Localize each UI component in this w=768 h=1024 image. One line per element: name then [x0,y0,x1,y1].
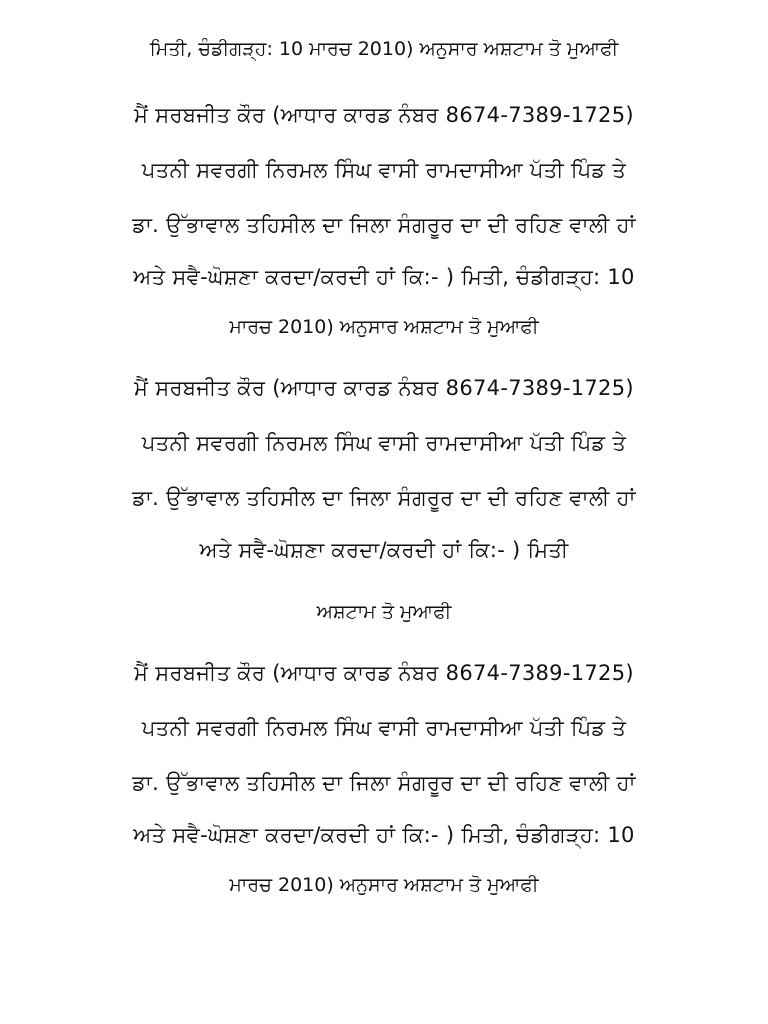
text-line: ਮਿਤੀ, ਚੰਡੀਗੜ੍ਹ: 10 ਮਾਰਚ 2010) ਅਨੁਸਾਰ ਅਸ਼ਟਾਮ ਤੋ ਮੁਆਫੀ [149,38,619,60]
text-line: ਡਾ. ਉੱਭਾਵਾਲ ਤਹਿਸੀਲ ਦਾ ਜਿਲਾ ਸੰਗਰੂਰ ਦਾ ਦੀ ਰਹਿਣ ਵਾਲੀ ਹਾਂ [132,213,636,237]
text-line: ਮੈਂ ਸਰਬਜੀਤ ਕੌਰ (ਆਧਾਰ ਕਾਰਡ ਨੰਬਰ 8674-7389-1725) [134,661,634,685]
text-line: ਮੈਂ ਸਰਬਜੀਤ ਕੌਰ (ਆਧਾਰ ਕਾਰਡ ਨੰਬਰ 8674-7389-1725) [134,376,634,400]
text-line: ਮੈਂ ਸਰਬਜੀਤ ਕੌਰ (ਆਧਾਰ ਕਾਰਡ ਨੰਬਰ 8674-7389-1725) [134,103,634,127]
text-line: ਅਤੇ ਸਵੈ-ਘੋਸ਼ਣਾ ਕਰਦਾ/ਕਰਦੀ ਹਾਂ ਕਿ:- ) ਮਿਤੀ, ਚੰਡੀਗੜ੍ਹ: 10 [133,265,635,289]
text-line: ਪਤਨੀ ਸਵਰਗੀ ਨਿਰਮਲ ਸਿੰਘ ਵਾਸੀ ਰਾਮਦਾਸੀਆ ਪੱਤੀ ਪਿੰਡ ਤੇ [141,158,627,182]
text-line: ਪਤਨੀ ਸਵਰਗੀ ਨਿਰਮਲ ਸਿੰਘ ਵਾਸੀ ਰਾਮਦਾਸੀਆ ਪੱਤੀ ਪਿੰਡ ਤੇ [141,716,627,740]
text-line: ਅਤੇ ਸਵੈ-ਘੋਸ਼ਣਾ ਕਰਦਾ/ਕਰਦੀ ਹਾਂ ਕਿ:- ) ਮਿਤੀ [199,538,569,562]
text-line: ਅਸ਼ਟਾਮ ਤੋ ਮੁਆਫੀ [316,601,452,623]
text-line: ਮਾਰਚ 2010) ਅਨੁਸਾਰ ਅਸ਼ਟਾਮ ਤੋ ਮੁਆਫੀ [229,316,539,338]
text-line: ਡਾ. ਉੱਭਾਵਾਲ ਤਹਿਸੀਲ ਦਾ ਜਿਲਾ ਸੰਗਰੂਰ ਦਾ ਦੀ ਰਹਿਣ ਵਾਲੀ ਹਾਂ [132,486,636,510]
text-line: ਅਤੇ ਸਵੈ-ਘੋਸ਼ਣਾ ਕਰਦਾ/ਕਰਦੀ ਹਾਂ ਕਿ:- ) ਮਿਤੀ, ਚੰਡੀਗੜ੍ਹ: 10 [133,823,635,847]
text-line: ਪਤਨੀ ਸਵਰਗੀ ਨਿਰਮਲ ਸਿੰਘ ਵਾਸੀ ਰਾਮਦਾਸੀਆ ਪੱਤੀ ਪਿੰਡ ਤੇ [141,431,627,455]
text-line: ਡਾ. ਉੱਭਾਵਾਲ ਤਹਿਸੀਲ ਦਾ ਜਿਲਾ ਸੰਗਰੂਰ ਦਾ ਦੀ ਰਹਿਣ ਵਾਲੀ ਹਾਂ [132,771,636,795]
text-line: ਮਾਰਚ 2010) ਅਨੁਸਾਰ ਅਸ਼ਟਾਮ ਤੋ ਮੁਆਫੀ [229,874,539,896]
